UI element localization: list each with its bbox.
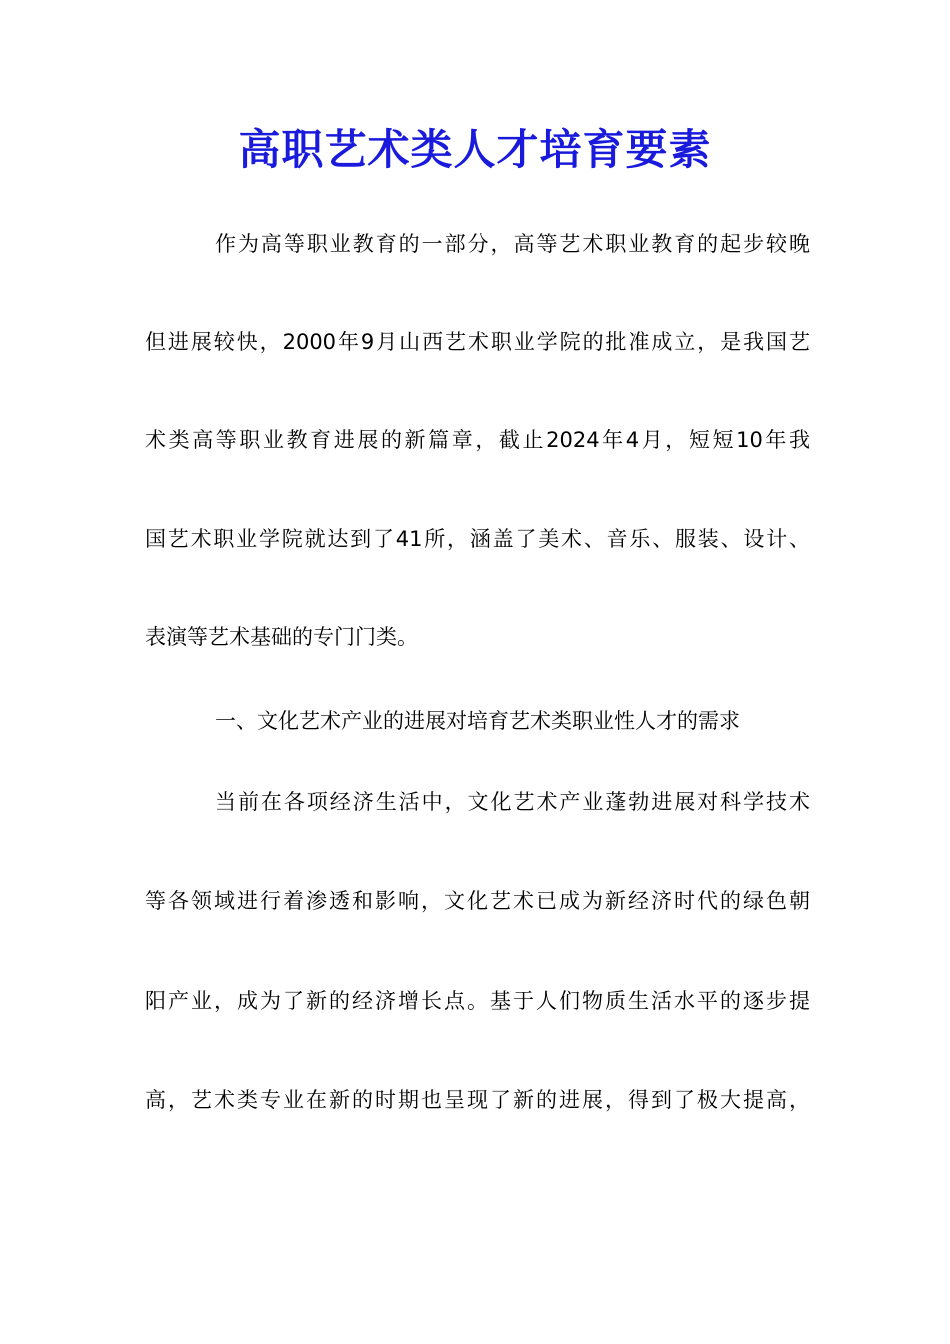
paragraph-line: 等各领域进行着渗透和影响，文化艺术已成为新经济时代的绿色朝 [145,889,810,913]
paragraph-line: 国艺术职业学院就达到了41所，涵盖了美术、音乐、服装、设计、 [145,527,810,551]
document-title: 高职艺术类人才培育要素 [238,125,712,174]
paragraph-line: 阳产业，成为了新的经济增长点。基于人们物质生活水平的逐步提 [145,989,810,1013]
paragraph-line: 高，艺术类专业在新的时期也呈现了新的进展，得到了极大提高， [145,1088,810,1112]
paragraph-line: 术类高等职业教育进展的新篇章，截止2024年4月，短短10年我 [145,428,810,452]
paragraph-line: 表演等艺术基础的专门门类。 [145,625,418,649]
paragraph-line: 当前在各项经济生活中，文化艺术产业蓬勃进展对科学技术 [215,790,810,814]
paragraph-line: 作为高等职业教育的一部分，高等艺术职业教育的起步较晚 [215,232,810,256]
paragraph-line: 但进展较快，2000年9月山西艺术职业学院的批准成立，是我国艺 [145,330,810,354]
section-heading: 一、文化艺术产业的进展对培育艺术类职业性人才的需求 [215,709,740,733]
